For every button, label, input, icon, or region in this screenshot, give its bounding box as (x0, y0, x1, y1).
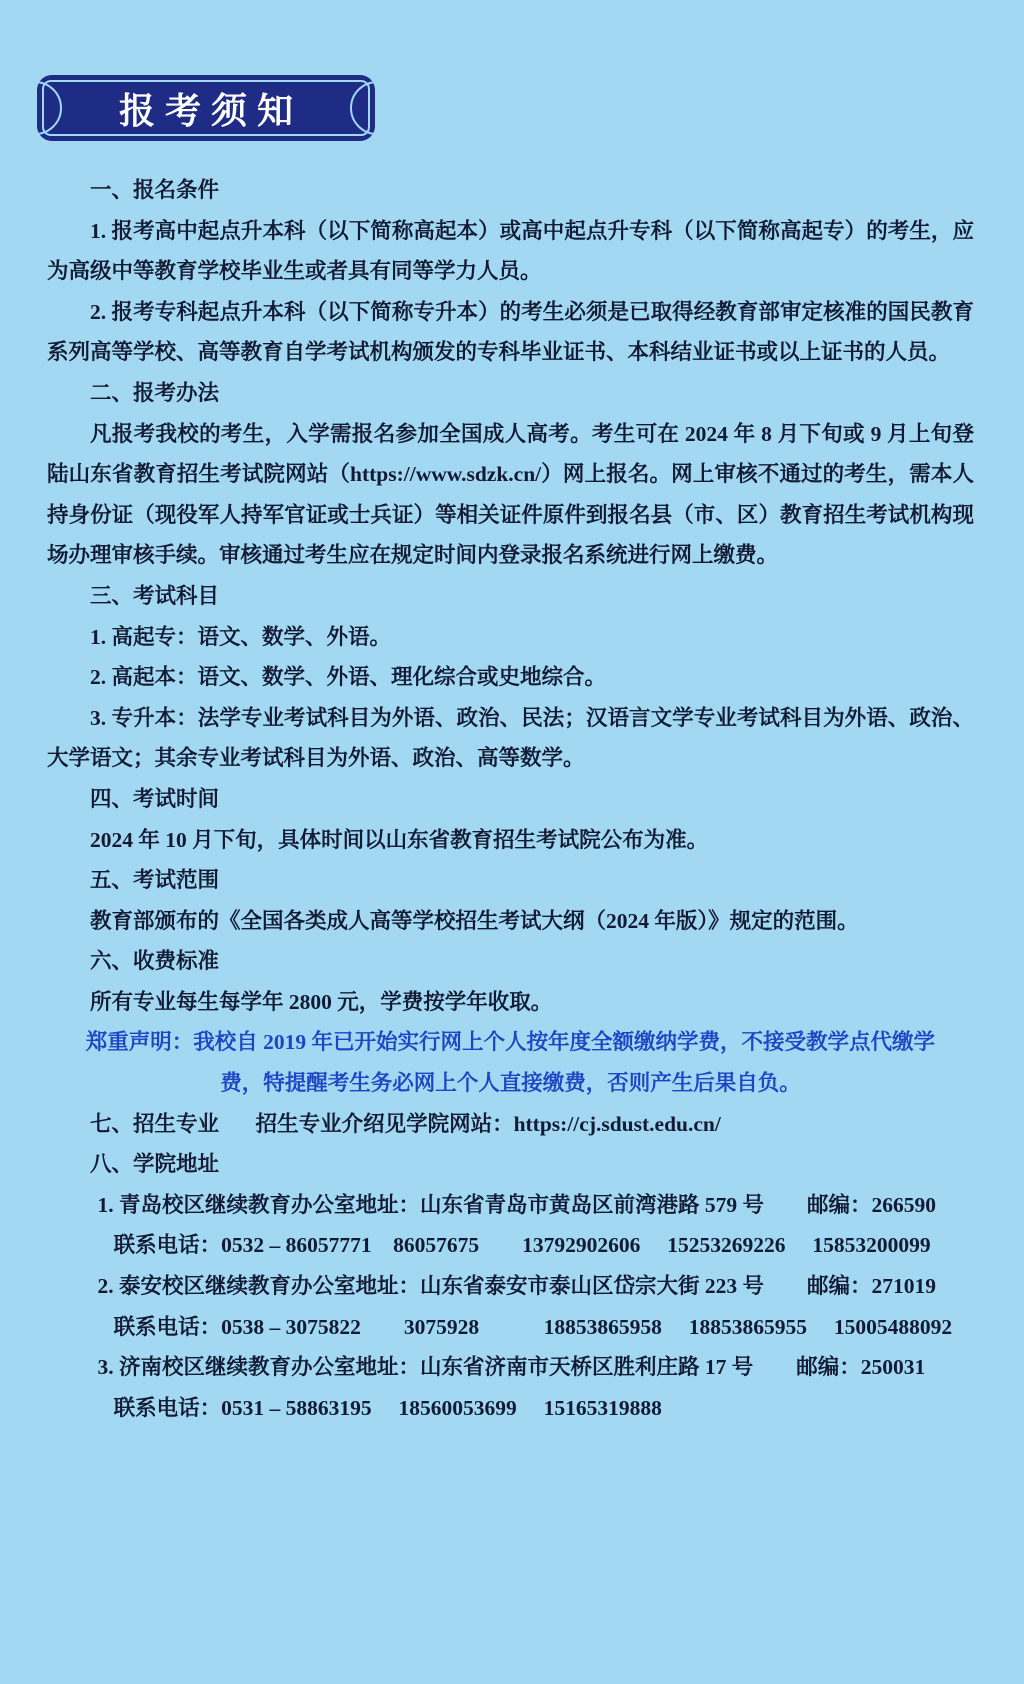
campus-address-qingdao (47, 1185, 974, 1226)
page-title: 报考须知 (118, 89, 303, 131)
banner-right-arc-decoration (350, 81, 375, 135)
paragraph: 2024 年 10 月下旬，具体时间以山东省教育招生考试院公布为准。 (90, 827, 709, 852)
postal-code: 邮编：250031 (796, 1355, 926, 1380)
disclaimer-line: 费，特提醒考生务必网上个人直接缴费，否则产生后果自负。 (220, 1071, 801, 1096)
paragraph: 凡报考我校的考生，入学需报名参加全国成人高考。考生可在 2024 年 8 月下旬或 9 月上旬登陆山东省教育招生考试院网站（https://www.sdzk.cn/）网上报名。网上审核不通过的考生，需本人持身份证（现役军人持军官证或士兵证）等相关证件原件到报名县（市、区）教育招生考试机构现场办理审核手续。审核通过考生应在规定时间内登录报名系统进行网上缴费。 (47, 421, 974, 568)
banner-left-arc-decoration (37, 81, 62, 135)
address-text: 1. 青岛校区继续教育办公室地址：山东省青岛市黄岛区前湾港路 579 号 (97, 1192, 765, 1217)
section-fee-standard (47, 941, 974, 1103)
paragraph: 2. 报考专科起点升本科（以下简称专升本）的考生必须是已取得经教育部审定核准的国民教育系列高等学校、高等教育自学考试机构颁发的专科毕业证书、本科结业证书或以上证书的人员。 (47, 299, 974, 365)
campus-phones-qingdao: 联系电话：0532 – 86057771 86057675 13792902606 15253269226 15853200099 (113, 1233, 931, 1258)
section-heading: 二、报考办法 (90, 380, 220, 405)
postal-code: 邮编：271019 (807, 1274, 937, 1299)
paragraph: 1. 高起专：语文、数学、外语。 (90, 624, 392, 649)
campus-address-jinan (47, 1347, 974, 1388)
tuition-disclaimer (47, 1022, 974, 1103)
notice-body (0, 141, 1024, 1428)
notice-banner (37, 75, 375, 141)
postal-code: 邮编：266590 (807, 1192, 937, 1217)
section-registration-conditions (47, 170, 974, 373)
section-exam-time (47, 779, 974, 860)
section-heading: 三、考试科目 (90, 583, 220, 608)
campus-phones-jinan: 联系电话：0531 – 58863195 18560053699 15165319888 (113, 1395, 662, 1420)
section-heading: 七、招生专业 (90, 1111, 220, 1136)
section-registration-method (47, 373, 974, 576)
section-college-addresses (47, 1144, 974, 1428)
majors-website-note: 招生专业介绍见学院网站：https://cj.sdust.edu.cn/ (255, 1111, 721, 1136)
disclaimer-line: 郑重声明：我校自 2019 年已开始实行网上个人按年度全额缴纳学费，不接受教学点代缴学 (85, 1030, 935, 1055)
paragraph: 所有专业每生每学年 2800 元，学费按学年收取。 (90, 989, 553, 1014)
address-text: 3. 济南校区继续教育办公室地址：山东省济南市天桥区胜利庄路 17 号 (97, 1355, 754, 1380)
paragraph: 教育部颁布的《全国各类成人高等学校招生考试大纲（2024 年版）》规定的范围。 (90, 908, 859, 933)
section-exam-subjects (47, 576, 974, 779)
section-heading-with-note (47, 1104, 974, 1145)
section-heading: 五、考试范围 (90, 868, 220, 893)
section-heading: 八、学院地址 (90, 1152, 220, 1177)
campus-phones-taian: 联系电话：0538 – 3075822 3075928 18853865958 18853865955 15005488092 (113, 1314, 953, 1339)
paragraph: 3. 专升本：法学专业考试科目为外语、政治、民法；汉语言文学专业考试科目为外语、政治、大学语文；其余专业考试科目为外语、政治、高等数学。 (47, 705, 974, 771)
section-exam-scope (47, 860, 974, 941)
section-enrollment-majors (47, 1104, 974, 1145)
section-heading: 六、收费标准 (90, 949, 220, 974)
campus-address-taian (47, 1266, 974, 1307)
section-heading: 一、报名条件 (90, 178, 220, 202)
paragraph: 2. 高起本：语文、数学、外语、理化综合或史地综合。 (90, 665, 607, 690)
address-text: 2. 泰安校区继续教育办公室地址：山东省泰安市泰山区岱宗大街 223 号 (97, 1274, 765, 1299)
section-heading: 四、考试时间 (90, 786, 220, 811)
paragraph: 1. 报考高中起点升本科（以下简称高起本）或高中起点升专科（以下简称高起专）的考生，应为高级中等教育学校毕业生或者具有同等学力人员。 (47, 218, 974, 284)
